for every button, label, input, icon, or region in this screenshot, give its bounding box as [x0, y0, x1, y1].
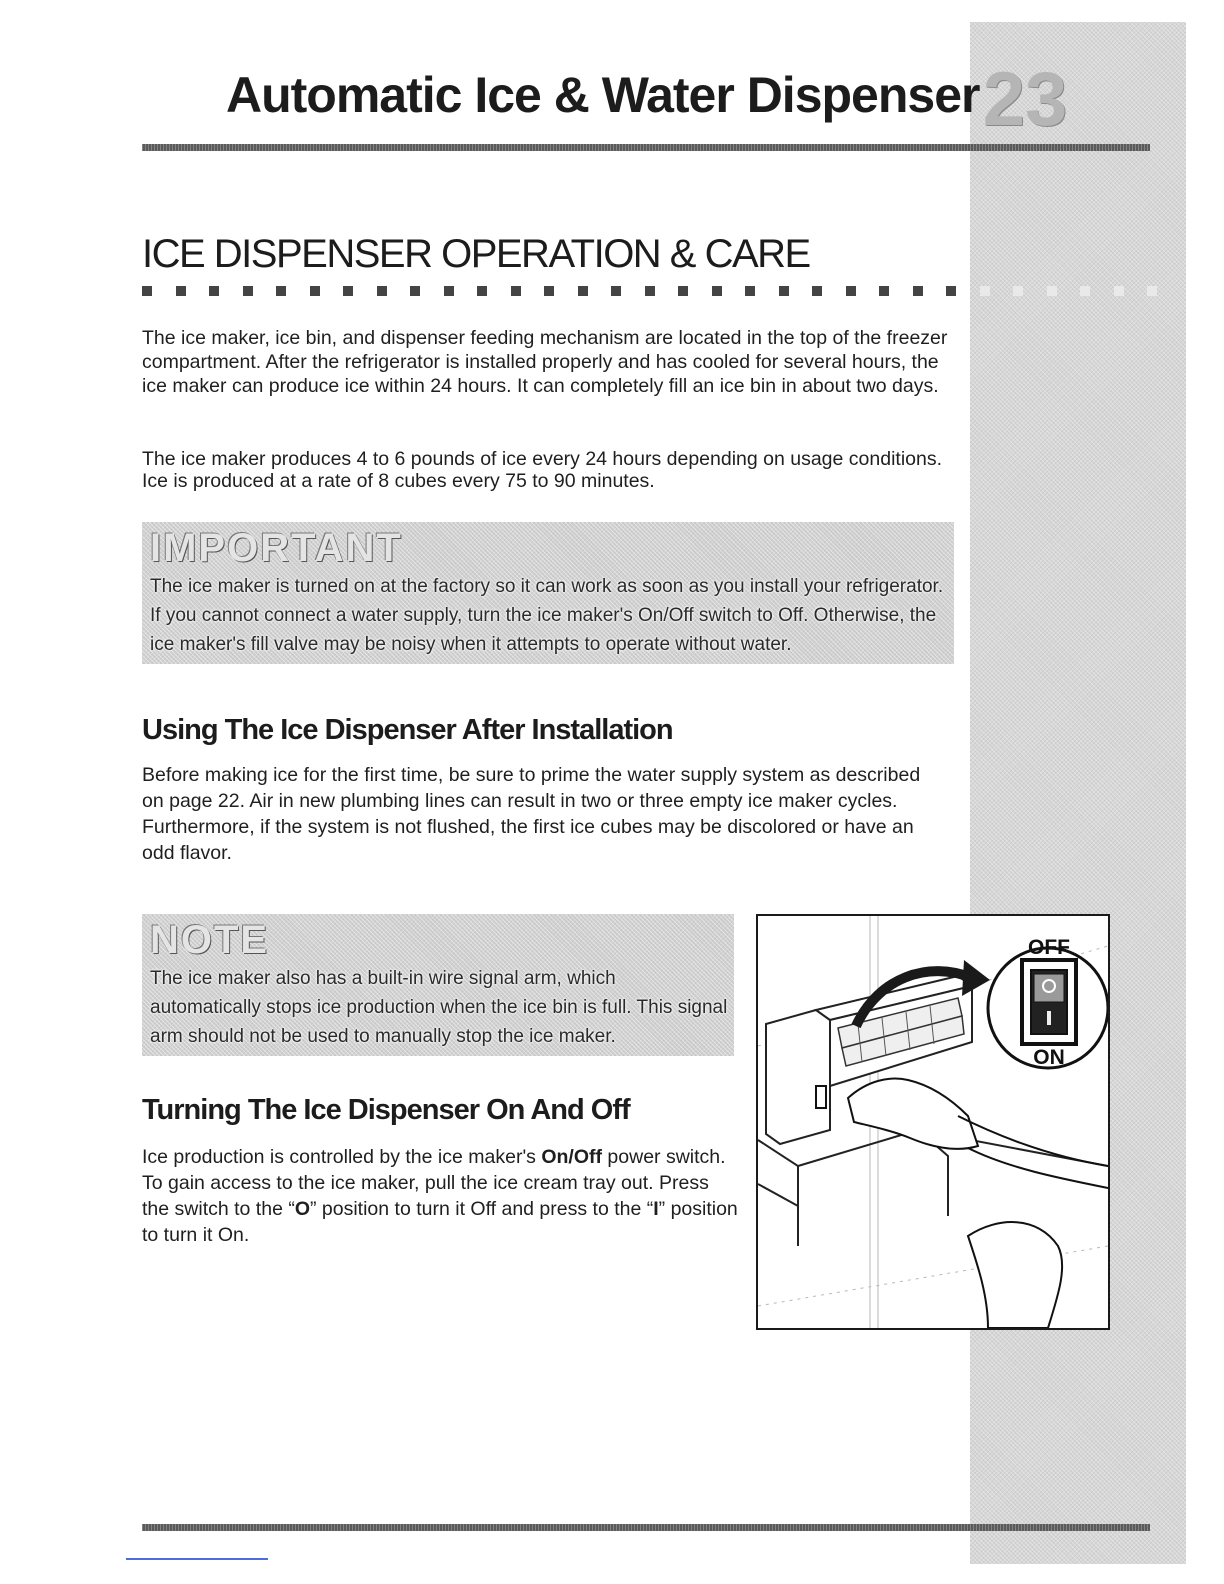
housing-switch: [816, 1086, 826, 1108]
divider-square: [209, 286, 219, 296]
side-band: [970, 22, 1186, 1564]
divider-square: [1147, 286, 1157, 296]
divider-square: [477, 286, 487, 296]
page-number: 23: [982, 57, 1068, 142]
off-label: OFF: [1028, 936, 1070, 959]
on-symbol-icon: [1047, 1011, 1051, 1025]
divider-square: [611, 286, 621, 296]
square-divider: [142, 286, 1152, 298]
header-rule: [142, 144, 1150, 151]
ice-maker-switch-illustration: [756, 914, 1110, 1330]
divider-square: [1013, 286, 1023, 296]
after-installation-text: Before making ice for the first time, be sure to prime the water supply system as described on page 22. Air in new plumbing lines can result in two or three empty ice maker cycles. Furthermore, if the system is not flushed, the first ice cubes may be discolored or have an odd flavor.: [142, 764, 921, 864]
hand-shape: [848, 1079, 978, 1149]
divider-square: [678, 286, 688, 296]
on-off-switch-name: On/Off: [541, 1146, 602, 1168]
note-text: The ice maker also has a built-in wire signal arm, which automatically stops ice production when the ice bin is full. This signal arm should not be used to manually stop the ice maker.: [150, 968, 728, 1047]
note-callout: [142, 914, 734, 1056]
ice-maker-housing: [766, 1010, 830, 1144]
divider-square: [578, 286, 588, 296]
divider-square: [142, 286, 152, 296]
divider-square: [276, 286, 286, 296]
divider-square: [1114, 286, 1124, 296]
divider-square: [812, 286, 822, 296]
turning-text-part-1: Ice production is controlled by the ice maker's: [142, 1146, 542, 1168]
on-symbol: I: [653, 1198, 659, 1220]
turning-heading: Turning The Ice Dispenser On And Off: [142, 1094, 630, 1126]
divider-square: [511, 286, 521, 296]
footer-link-underline: [126, 1558, 268, 1560]
off-symbol: O: [294, 1198, 310, 1220]
divider-square: [745, 286, 755, 296]
divider-square: [846, 286, 856, 296]
intro-paragraph-2: The ice maker produces 4 to 6 pounds of ice every 24 hours depending on usage conditions. Ice is produced at a rate of 8 cubes every 75 to 90 minutes.: [142, 448, 943, 492]
divider-square: [1047, 286, 1057, 296]
important-callout: [142, 522, 954, 664]
divider-square: [377, 286, 387, 296]
divider-square: [176, 286, 186, 296]
after-installation-heading: Using The Ice Dispenser After Installation: [142, 714, 673, 746]
turning-text-part-2: power switch. To gain access to the ice maker, pull the ice cream tray out. Press the switch to the “: [142, 1146, 726, 1220]
divider-square: [913, 286, 923, 296]
divider-square: [243, 286, 253, 296]
divider-square: [645, 286, 655, 296]
divider-square: [544, 286, 554, 296]
divider-square: [712, 286, 722, 296]
important-text: The ice maker is turned on at the factory so it can work as soon as you install your refrigerator. If you cannot connect a water supply, turn the ice maker's On/Off switch to Off. Otherwise, the ice maker's fill valve may be noisy when it attempts to operate without water.: [150, 576, 944, 655]
important-title: IMPORTANT: [150, 526, 403, 570]
divider-square: [1080, 286, 1090, 296]
divider-square: [946, 286, 956, 296]
divider-square: [980, 286, 990, 296]
intro-paragraph-1: The ice maker, ice bin, and dispenser feeding mechanism are located in the top of the freezer compartment. After the refrigerator is installed properly and has cooled for several hours, the ice maker can produce ice within 24 hours. It can completely fill an ice bin in about two days.: [142, 327, 948, 397]
page-title: Automatic Ice & Water Dispenser: [226, 67, 980, 123]
note-title: NOTE: [150, 918, 270, 962]
divider-square: [779, 286, 789, 296]
turning-text-part-4: ” position to turn it On.: [142, 1198, 738, 1246]
turning-text-part-3: ” position to turn it Off and press to the “: [310, 1198, 654, 1220]
divider-square: [343, 286, 353, 296]
divider-square: [410, 286, 420, 296]
divider-square: [879, 286, 889, 296]
footer-rule: [142, 1524, 1150, 1531]
lower-hand-shape: [968, 1222, 1062, 1328]
on-label: ON: [1033, 1046, 1065, 1069]
divider-square: [444, 286, 454, 296]
ice-maker-drawing: [758, 916, 1108, 1328]
turning-text: [142, 1144, 738, 1248]
divider-square: [310, 286, 320, 296]
section-heading: ICE DISPENSER OPERATION & CARE: [142, 232, 810, 276]
